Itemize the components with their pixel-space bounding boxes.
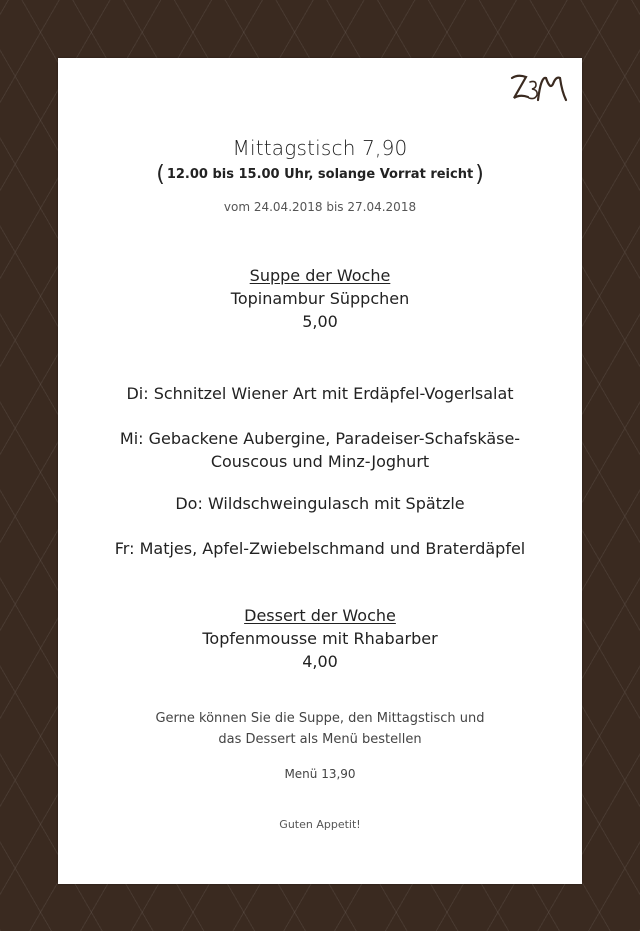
day-dish: Wildschweingulasch mit Spätzle	[207, 494, 465, 513]
day-dish: Schnitzel Wiener Art mit Erdäpfel-Vogerlsalat	[153, 384, 514, 403]
day-label: Fr:	[114, 539, 135, 558]
soup-heading: Suppe der Woche	[249, 266, 391, 285]
menu-price: Menü 13,90	[284, 767, 356, 781]
day-dish: Gebackene Aubergine, Paradeiser-Schafskäse-	[148, 429, 521, 448]
soup-price: 5,00	[302, 312, 338, 331]
soup-dish: Topinambur Süppchen	[230, 289, 410, 308]
dessert-heading: Dessert der Woche	[244, 606, 396, 625]
day-friday	[58, 539, 582, 558]
menu-title: Mittagstisch 7,90	[232, 136, 408, 160]
day-label: Mi:	[119, 429, 144, 448]
logo-text: Z3M	[508, 70, 511, 71]
date-range: vom 24.04.2018 bis 27.04.2018	[223, 200, 417, 214]
dessert-price: 4,00	[302, 652, 338, 671]
day-wednesday-cont: Couscous und Minz-Joghurt	[210, 452, 430, 471]
day-wednesday	[58, 429, 582, 448]
opening-hours-text: 12.00 bis 15.00 Uhr, solange Vorrat reicht	[166, 167, 474, 182]
day-label: Di:	[126, 384, 149, 403]
menu-note-line2: das Dessert als Menü bestellen	[218, 732, 422, 747]
logo	[508, 70, 572, 106]
day-tuesday	[58, 384, 582, 403]
opening-hours: ( 12.00 bis 15.00 Uhr, solange Vorrat reicht)	[156, 162, 484, 187]
dessert-dish: Topfenmousse mit Rhabarber	[202, 629, 438, 648]
closing-text: Guten Appetit!	[279, 818, 361, 831]
day-dish: Matjes, Apfel-Zwiebelschmand und Braterdäpfel	[139, 539, 526, 558]
day-thursday	[58, 494, 582, 513]
day-label: Do:	[175, 494, 203, 513]
menu-note-line1: Gerne können Sie die Suppe, den Mittagstisch und	[155, 711, 485, 726]
menu-card	[58, 58, 582, 884]
